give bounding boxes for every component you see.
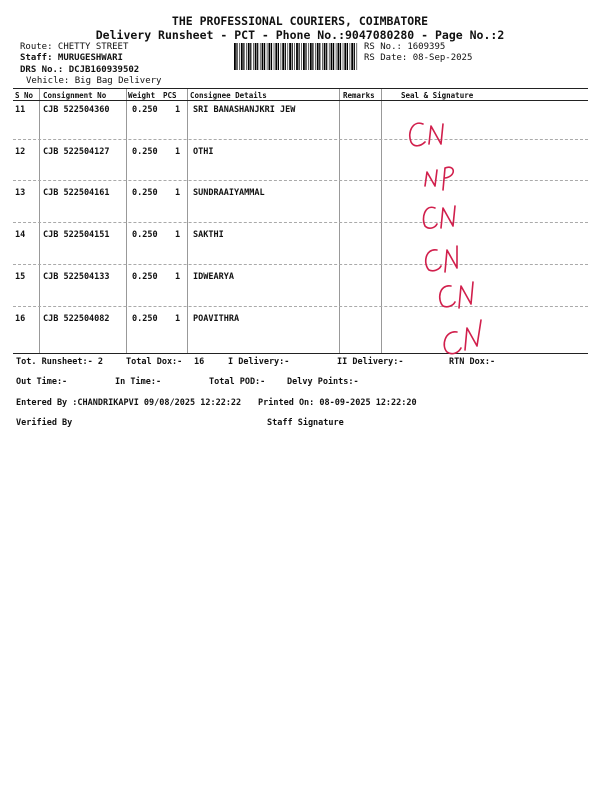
entered-by: Entered By :CHANDRIKAPVI 09/08/2025 12:22:22: [16, 398, 242, 408]
runsheet-subtitle: Delivery Runsheet - PCT - Phone No.:9047080280 - Page No.:2: [95, 28, 505, 42]
company-title: THE PROFESSIONAL COURIERS, COIMBATORE: [171, 14, 429, 28]
row-pcs: 1: [175, 105, 181, 115]
row-consignment-no: CJB 522504151: [43, 230, 110, 241]
row-weight: 0.250: [132, 105, 158, 115]
drs-number: DRS No.: DCJB160939502: [20, 65, 140, 75]
staff-signature: Staff Signature: [267, 418, 344, 428]
row-consignee: SRI BANASHANJKRI JEW: [193, 105, 296, 115]
row-consignee: POAVITHRA: [193, 313, 240, 324]
row-weight: 0.250: [132, 188, 158, 199]
row-pcs: 1: [175, 146, 181, 157]
route-label: Route: CHETTY STREET: [20, 42, 129, 52]
total-dox-value: 16: [194, 357, 205, 367]
row-pcs: 1: [175, 230, 181, 241]
handwritten-mark-cn: [410, 123, 443, 146]
staff-label: Staff: MURUGESHWARI: [20, 53, 123, 63]
row-sno: 16: [15, 313, 26, 324]
row-consignee: SAKTHI: [193, 230, 224, 241]
row-consignee: SUNDRAAIYAMMAL: [193, 188, 265, 199]
printed-on: Printed On: 08-09-2025 12:22:20: [258, 398, 417, 408]
row-consignee: IDWEARYA: [193, 271, 234, 282]
vehicle-label: Vehicle: Big Bag Delivery: [26, 76, 162, 86]
row-consignment-no: CJB 522504082: [43, 313, 110, 324]
total-dox-label: Total Dox:-: [126, 357, 183, 367]
handwritten-mark-cn: [440, 282, 473, 308]
col-header-consignee: Consignee Details: [190, 91, 267, 100]
handwritten-mark-cn: [423, 206, 455, 228]
col-header-pcs: PCS: [163, 91, 177, 100]
total-pod: Total POD:-: [209, 377, 266, 387]
row-sno: 14: [15, 230, 26, 241]
ii-delivery: II Delivery:-: [337, 357, 404, 367]
handwritten-marks: [395, 110, 520, 365]
row-sno: 15: [15, 271, 26, 282]
tot-runsheet: Tot. Runsheet:- 2: [16, 357, 103, 367]
row-consignment-no: CJB 522504133: [43, 271, 110, 282]
barcode: [234, 43, 359, 70]
row-weight: 0.250: [132, 271, 158, 282]
rs-date: RS Date: 08-Sep-2025: [364, 53, 473, 63]
delvy-points: Delvy Points:-: [287, 377, 359, 387]
col-header-sno: S No: [15, 91, 34, 100]
out-time: Out Time:-: [16, 377, 68, 387]
row-weight: 0.250: [132, 146, 158, 157]
col-header-weight: Weight: [128, 91, 156, 100]
rtn-dox: RTN Dox:-: [449, 357, 496, 367]
col-header-seal-signature: Seal & Signature: [401, 91, 474, 100]
i-delivery: I Delivery:-: [228, 357, 290, 367]
row-pcs: 1: [175, 313, 181, 324]
row-pcs: 1: [175, 271, 181, 282]
col-header-consignment: Consignment No: [43, 91, 107, 100]
in-time: In Time:-: [115, 377, 162, 387]
row-consignment-no: CJB 522504161: [43, 188, 110, 199]
row-consignment-no: CJB 522504360: [43, 105, 110, 115]
handwritten-mark-cn: [426, 246, 457, 272]
rs-number: RS No.: 1609395: [364, 42, 446, 52]
row-sno: 12: [15, 146, 26, 157]
row-consignment-no: CJB 522504127: [43, 146, 110, 157]
row-sno: 11: [15, 105, 26, 115]
row-weight: 0.250: [132, 313, 158, 324]
handwritten-mark-np: [425, 167, 453, 190]
row-consignee: OTHI: [193, 146, 214, 157]
row-sno: 13: [15, 188, 26, 199]
col-header-remarks: Remarks: [343, 91, 375, 100]
row-weight: 0.250: [132, 230, 158, 241]
row-pcs: 1: [175, 188, 181, 199]
handwritten-mark-cn: [444, 320, 481, 354]
verified-by: Verified By: [16, 418, 73, 428]
